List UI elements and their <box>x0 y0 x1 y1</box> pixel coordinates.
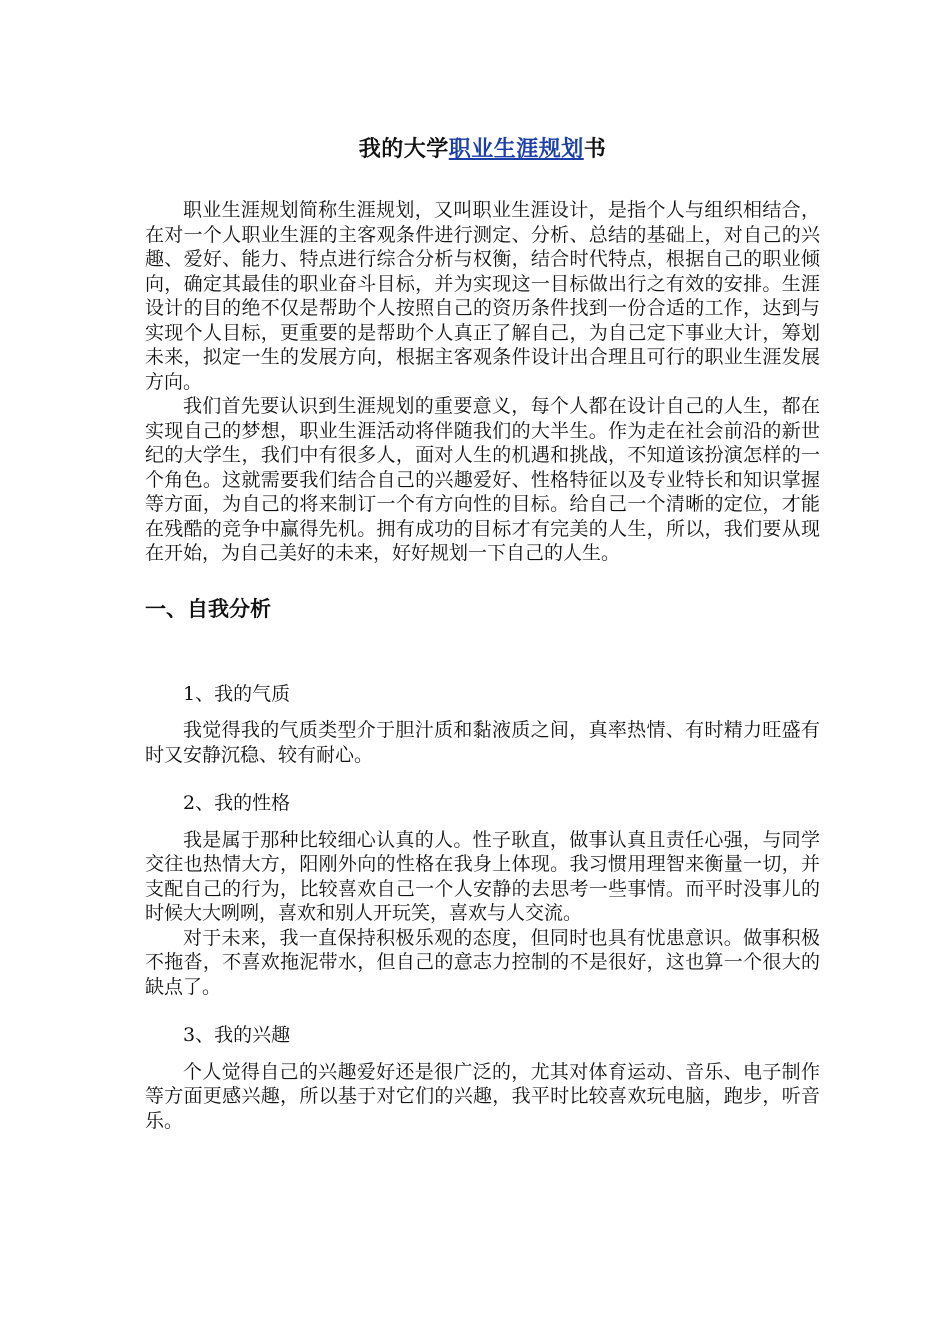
paragraph-personality-2: 对于未来，我一直保持积极乐观的态度，但同时也具有忧患意识。做事积极不拖沓，不喜欢拖泥带水，但自己的意志力控制的不是很好，这也算一个很大的缺点了。 <box>145 926 820 998</box>
title-suffix: 书 <box>583 137 607 162</box>
paragraph-interests: 个人觉得自己的兴趣爱好还是很广泛的，尤其对体育运动、音乐、电子制作等方面更感兴趣，所以基于对它们的兴趣，我平时比较喜欢玩电脑，跑步，听音乐。 <box>145 1060 820 1132</box>
document-title <box>145 128 820 172</box>
subheading-personality: 2、我的性格 <box>183 792 291 814</box>
title-prefix: 我的大学 <box>358 137 449 162</box>
subheading-temperament: 1、我的气质 <box>183 682 291 705</box>
document-page <box>145 128 820 1133</box>
intro-paragraph-2: 我们首先要认识到生涯规划的重要意义，每个人都在设计自己的人生，都在实现自己的梦想，职业生涯活动将伴随我们的大半生。作为走在社会前沿的新世纪的大学生，我们中有很多人，面对人生的机遇和挑战，不知道该扮演怎样的一个角色。这就需要我们结合自己的兴趣爱好、性格特征以及专业特长和知识掌握等方面，为自己的将来制订一个有方向性的目标。给自己一个清晰的定位，才能在残酷的竞争中赢得先机。拥有成功的目标才有完美的人生，所以，我们要从现在开始，为自己美好的未来，好好规划一下自己的人生。 <box>145 395 820 564</box>
title-link[interactable]: 职业生涯规划 <box>448 137 584 162</box>
subheading-interests: 3、我的兴趣 <box>183 1024 291 1046</box>
section-heading-self-analysis: 一、自我分析 <box>145 596 271 621</box>
paragraph-temperament: 我觉得我的气质类型介于胆汁质和黏液质之间，真率热情、有时精力旺盛有时又安静沉稳、较有耐心。 <box>145 719 820 766</box>
intro-paragraph-1: 职业生涯规划简称生涯规划，又叫职业生涯设计，是指个人与组织相结合，在对一个人职业生涯的主客观条件进行测定、分析、总结的基础上，对自己的兴趣、爱好、能力、特点进行综合分析与权衡，结合时代特点，根据自己的职业倾向，确定其最佳的职业奋斗目标，并为实现这一目标做出行之有效的安排。生涯设计的目的绝不仅是帮助个人按照自己的资历条件找到一份合适的工作，达到与实现个人目标，更重要的是帮助个人真正了解自己，为自己定下事业大计，筹划未来，拟定一生的发展方向，根据主客观条件设计出合理且可行的职业生涯发展方向。 <box>145 199 820 393</box>
paragraph-personality-1: 我是属于那种比较细心认真的人。性子耿直，做事认真且责任心强，与同学交往也热情大方，阳刚外向的性格在我身上体现。我习惯用理智来衡量一切，并支配自己的行为，比较喜欢自己一个人安静的去思考一些事情。而平时没事儿的时候大大咧咧，喜欢和别人开玩笑，喜欢与人交流。 <box>145 828 820 924</box>
